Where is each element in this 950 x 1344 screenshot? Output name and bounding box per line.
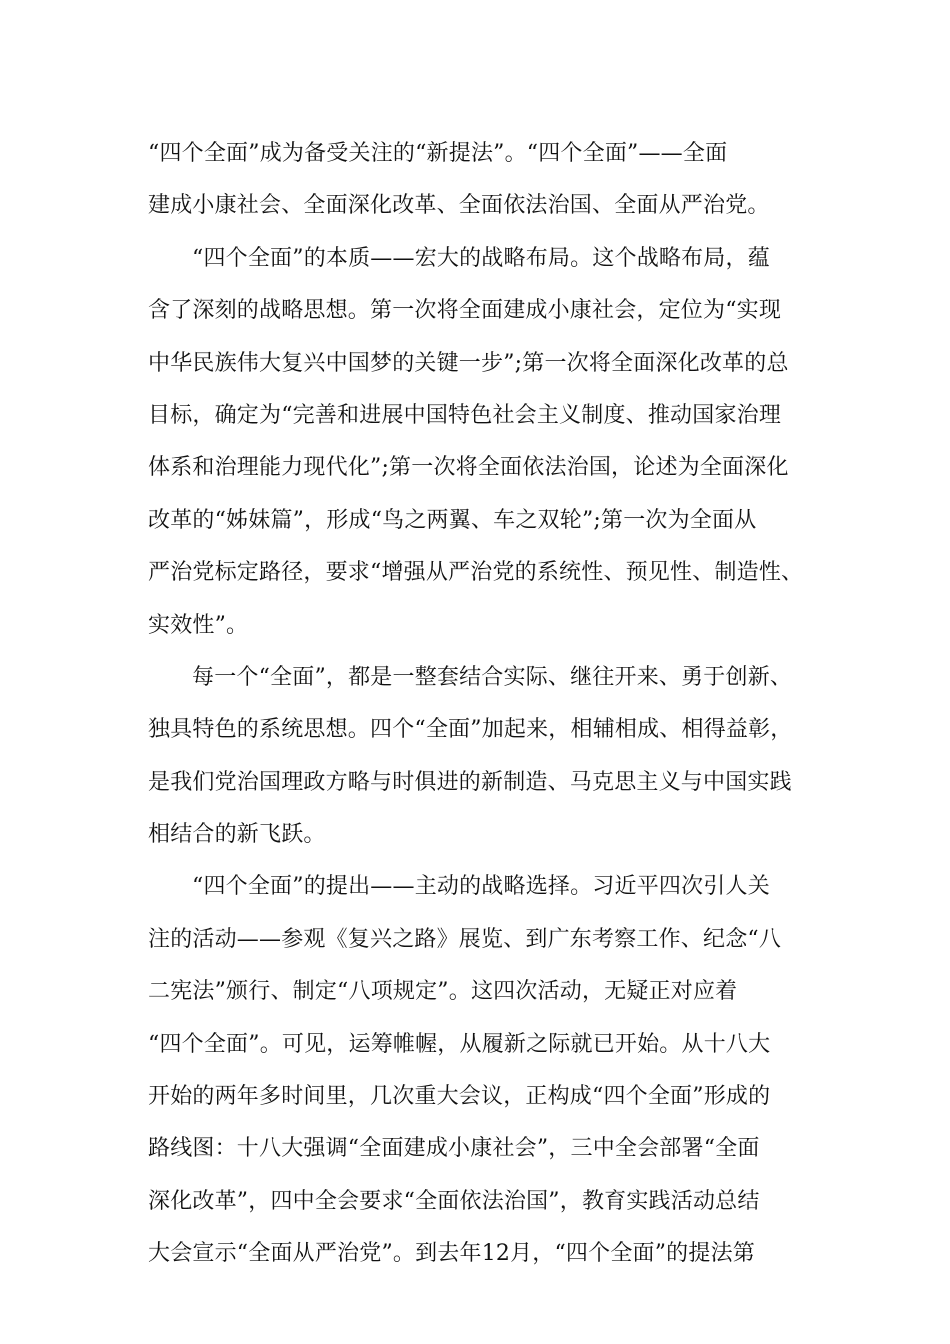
text-line: “四个全面”成为备受关注的“新提法”。“四个全面”——全面 [148, 141, 728, 166]
text-line: “四个全面”。可见，运筹帷幄，从履新之际就已开始。从十八大 [148, 1031, 771, 1057]
text-line: 中华民族伟大复兴中国梦的关键一步”;第一次将全面深化改革的总 [148, 350, 789, 376]
text-line: 每一个“全面”，都是一整套结合实际、继往开来、勇于创新、 [192, 664, 793, 690]
text-line: “四个全面”的本质——宏大的战略布局。这个战略布局，蕴 [192, 245, 770, 271]
text-line: 是我们党治国理政方略与时俱进的新制造、马克思主义与中国实践 [148, 769, 792, 795]
text-line: 二宪法”颁行、制定“八项规定”。这四次活动，无疑正对应着 [148, 979, 738, 1005]
text-line: 实效性”。 [148, 612, 249, 638]
text-line: 独具特色的系统思想。四个“全面”加起来，相辅相成、相得益彰， [148, 717, 793, 743]
text-line: 目标，确定为“完善和进展中国特色社会主义制度、推动国家治理 [148, 402, 782, 428]
text-line: 体系和治理能力现代化”;第一次将全面依法治国，论述为全面深化 [148, 455, 789, 481]
text-line: 大会宣示“全面从严治党”。到去年12月，“四个全面”的提法第 [148, 1241, 755, 1267]
text-line: “四个全面”的提出——主动的战略选择。习近平四次引人关 [192, 874, 770, 900]
text-line: 改革的“姊妹篇”，形成“鸟之两翼、车之双轮”;第一次为全面从 [148, 507, 757, 533]
text-line: 含了深刻的战略思想。第一次将全面建成小康社会，定位为“实现 [148, 298, 782, 324]
text-line: 路线图：十八大强调“全面建成小康社会”，三中全会部署“全面 [148, 1136, 760, 1162]
text-line: 相结合的新飞跃。 [148, 822, 326, 848]
text-line: 建成小康社会、全面深化改革、全面依法治国、全面从严治党。 [148, 193, 770, 219]
text-line: 深化改革”，四中全会要求“全面依法治国”，教育实践活动总结 [148, 1188, 760, 1214]
text-line: 注的活动——参观《复兴之路》展览、到广东考察工作、纪念“八 [148, 926, 782, 952]
text-line: 开始的两年多时间里，几次重大会议，正构成“四个全面”形成的 [148, 1084, 771, 1110]
text-line: 严治党标定路径，要求“增强从严治党的系统性、预见性、制造性、 [148, 560, 804, 586]
body-text [148, 128, 808, 1281]
